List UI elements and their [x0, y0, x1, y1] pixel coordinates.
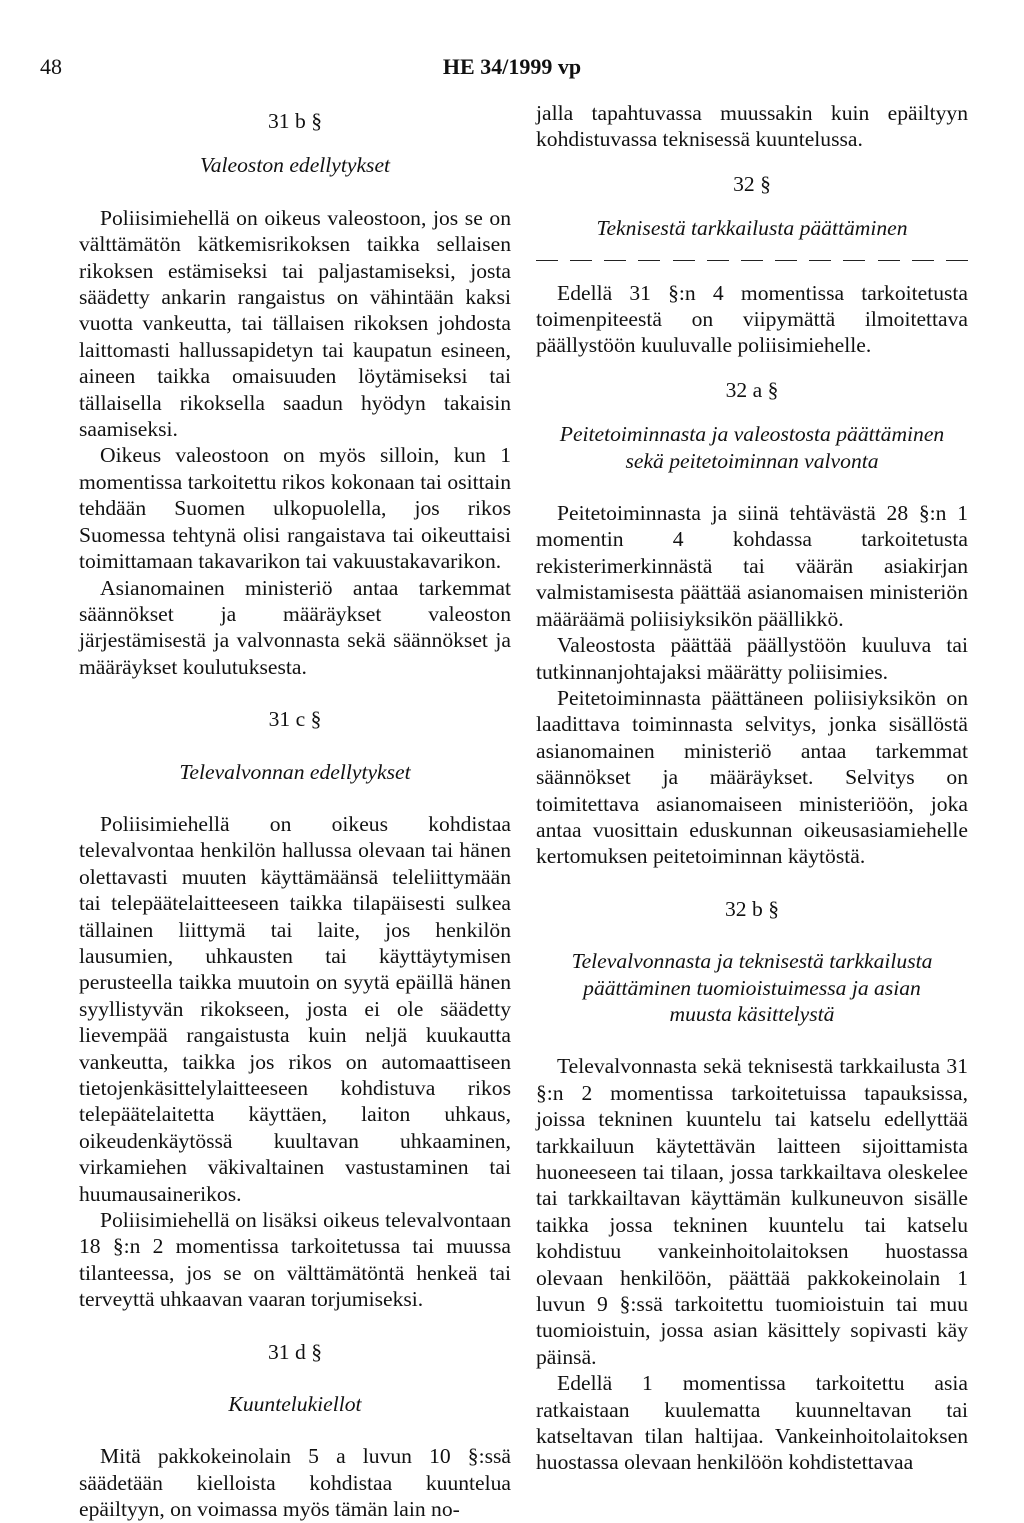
section-32a-paragraph-2: Valeostosta päättää päällystöön kuuluva tai tutkinnanjohtajaksi määrätty poliisimies. — [536, 633, 968, 684]
section-32b-title-line-1: Televalvonnasta ja teknisestä tarkkailusta — [571, 949, 933, 974]
section-32b-title-line-2: päättäminen tuomioistuimessa ja asian — [583, 975, 921, 1000]
section-31c-title: Televalvonnan edellytykset — [179, 759, 411, 784]
section-31b-number: 31 b § — [268, 109, 322, 133]
section-32a-paragraph-3: Peitetoiminnasta päättäneen poliisiyksikön on laadittava toiminnasta selvitys, jonka sisällöstä asianomainen ministeriö antaa tarkemmat säännökset ja määräykset. Selvitys on toimitettava asianomaiseen ministeriöön, joka antaa vuosittain eduskunnan oikeusasiamiehelle kertomuksen peitetoiminnan käytöstä. — [536, 685, 968, 869]
section-31b-paragraph-2: Oikeus valeostoon on myös silloin, kun 1 momentissa tarkoitettu rikos kokonaan tai osittain tehdään Suomen ulkopuolella, jos rikos Suomessa tehtynä olisi rangaistava tai oikeuttaisi toimittamaan takavarikon tai vakuustakavarikon. — [79, 443, 511, 574]
section-31b-paragraph-1: Poliisimiehellä on oikeus valeostoon, jos se on välttämätön kätkemisrikoksen taikka sellaisen rikoksen estämiseksi tai paljastamiseksi, josta säädetty ankarin rangaistus on vähintään kaksi vuotta vankeutta, tai tällaisen rikoksen johdosta laittomasti hallussapidetyn tai kaupatun esineen, aineen taikka omaisuuden löytämiseksi tai tällaisella rikoksella saadun hyödyn takaisin saamiseksi. — [79, 205, 511, 442]
section-31c-number: 31 c § — [268, 707, 322, 732]
section-31d-paragraph-1: Mitä pakkokeinolain 5 a luvun 10 §:ssä säädetään kielloista kohdistaa kuuntelua epäiltyyn, on voimassa myös tämän lain no- — [79, 1444, 511, 1522]
section-32b-title-line-3: muusta käsittelystä — [669, 1001, 835, 1026]
section-31b-paragraph-3: Asianomainen ministeriö antaa tarkemmat säännökset ja määräykset valeoston järjestämisestä ja valvonnasta sekä säännökset ja määräykset koulutuksesta. — [79, 575, 511, 679]
section-32-number: 32 § — [733, 171, 771, 196]
right-column — [536, 100, 968, 1476]
section-32a-paragraph-1: Peitetoiminnasta ja siinä tehtävästä 28 §:n 1 momentin 4 kohdassa tarkoitetusta rekisterimerkinnästä tai väärän asiakirjan valmistamisesta päättää asianomaisen ministeriön määräämä poliisiyksikön päällikkö. — [536, 501, 968, 631]
running-head: HE 34/1999 vp — [442, 54, 582, 79]
page-number: 48 — [40, 54, 62, 79]
section-32-paragraph-1: Edellä 31 §:n 4 momentissa tarkoitetusta toimenpiteestä on viipymättä ilmoitettava päällystöön kuuluvalle poliisimiehelle. — [536, 280, 968, 358]
section-31d-number: 31 d § — [268, 1339, 322, 1364]
omission-dashes — [536, 248, 968, 274]
section-31c-paragraph-2: Poliisimiehellä on lisäksi oikeus televalvontaan 18 §:n 2 momentissa tarkoitetussa tai muussa tilanteessa, jos se on välttämätöntä henkeä tai terveyttä uhkaavan vaaran torjumiseksi. — [79, 1208, 511, 1312]
left-column — [79, 100, 511, 1523]
section-32a-title-line-1: Peitetoiminnasta ja valeostosta päättäminen — [559, 422, 945, 447]
section-31d-title: Kuuntelukiellot — [228, 1392, 362, 1417]
section-32b-paragraph-2: Edellä 1 momentissa tarkoitettu asia ratkaistaan kuulematta kuunneltavan tai katseltavan tilan haltijaa. Vankeinhoitolaitoksen huostassa olevaan henkilöön kohdistettavaa — [536, 1371, 968, 1475]
section-32b-number: 32 b § — [725, 896, 779, 921]
section-32-title: Teknisestä tarkkailusta päättäminen — [596, 216, 908, 241]
continued-paragraph: jalla tapahtuvassa muussakin kuin epäiltyyn kohdistuvassa teknisessä kuuntelussa. — [536, 101, 968, 152]
section-32a-number: 32 a § — [725, 377, 779, 402]
section-31c-paragraph-1: Poliisimiehellä on oikeus kohdistaa televalvontaa henkilön hallussa olevaan tai hänen olettavasti muuten käyttämäänsä teleliittymään tai telepäätelaitteeseen taikka tilapäisesti sulkea tällainen liittymä tai laite, jos henkilön lausumien, uhkausten tai käyttäytymisen perusteella taikka muutoin on syytä epäillä hänen syyllistyvän rikokseen, josta ei ole säädetty lievempää rangaistusta kuin neljä kuukautta vankeutta, taikka jos rikos on automaattiseen tietojenkäsittelylaitteeseen kohdistuva rikos telepäätelaitetta käyttäen, laiton uhkaus, oikeudenkäytössä kuultavan uhkaaminen, virkamiehen väkivaltainen vastustaminen tai huumausainerikos. — [79, 811, 511, 1206]
section-32a-title-line-2: sekä peitetoiminnan valvonta — [625, 448, 879, 473]
section-31b-title: Valeoston edellytykset — [199, 153, 391, 178]
section-32b-paragraph-1: Televalvonnasta sekä teknisestä tarkkailusta 31 §:n 2 momentissa tarkoitetuissa tapauksissa, joissa tekninen kuuntelu tai katselu edellyttää tarkkailuun käytettävän laitteen sijoittamista huoneeseen tai tilaan, jossa tarkkailtava oleskelee tai tarkkailtavan käyttämän kulkuneuvon sisälle taikka jossa tekninen kuuntelu tai katselu kohdistuu vankeinhoitolaitoksen huostassa olevaan henkilöön, päättää pakkokeinolain 1 luvun 9 §:ssä tarkoitettu tuomioistuin tai muu tuomioistuin, jossa asian käsittely sopivasti käy päinsä. — [536, 1054, 968, 1369]
